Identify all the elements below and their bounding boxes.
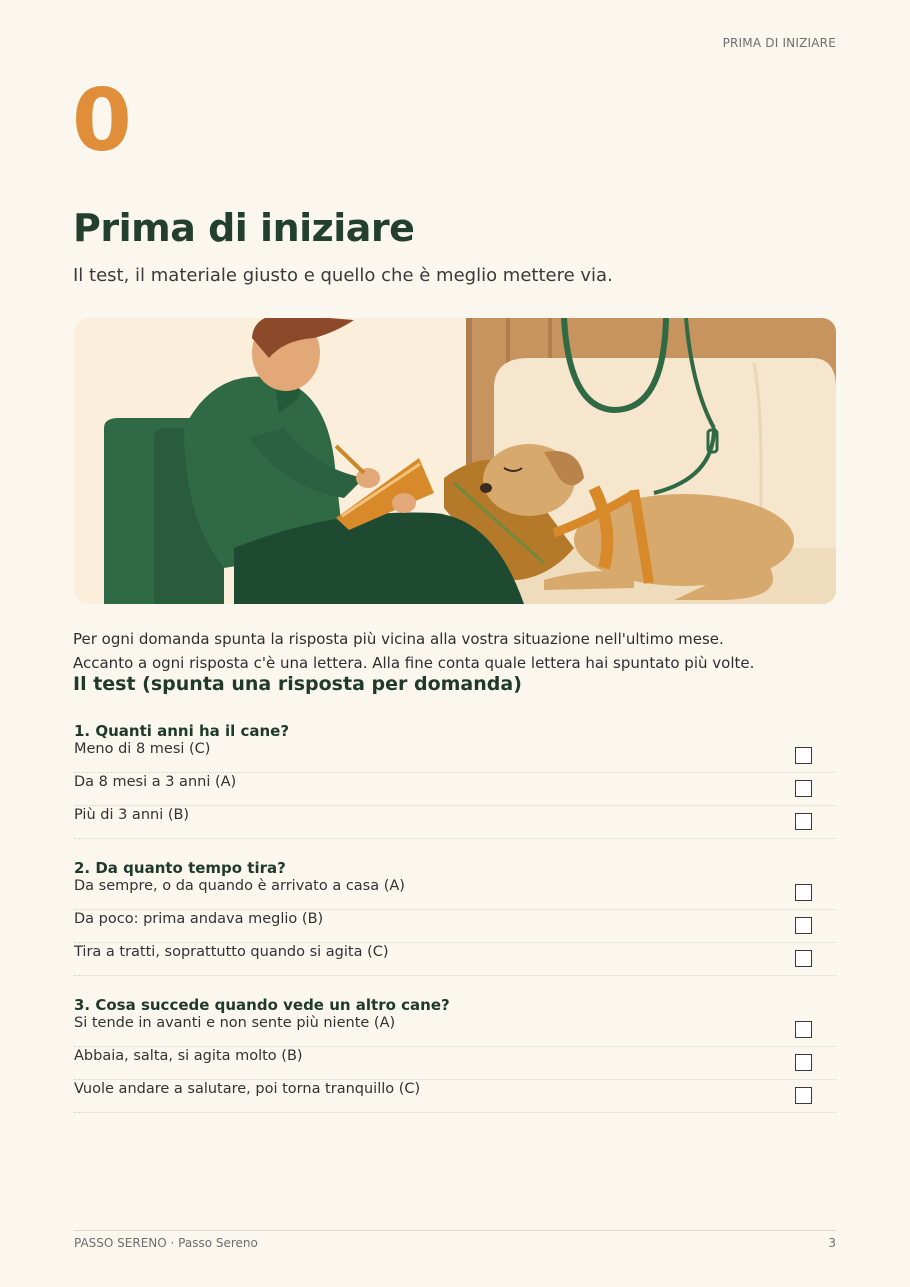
question-block [74, 996, 836, 1113]
running-head: PRIMA DI INIZIARE [722, 36, 836, 50]
intro-line-2: Accanto a ogni risposta c'è una lettera. Alla fine conta quale lettera hai spuntato più volte. [73, 654, 755, 672]
answer-text: Abbaia, salta, si agita molto (B) [74, 1048, 303, 1064]
questionnaire [74, 722, 836, 1133]
footer-divider [74, 1230, 836, 1231]
answer-option[interactable] [74, 943, 836, 976]
answer-checkbox[interactable] [795, 917, 812, 934]
answer-option[interactable] [74, 1014, 836, 1047]
answer-text: Vuole andare a salutare, poi torna tranquillo (C) [74, 1081, 421, 1097]
answer-option[interactable] [74, 740, 836, 773]
chapter-subtitle: Il test, il materiale giusto e quello che è meglio mettere via. [73, 265, 613, 286]
hero-illustration [74, 318, 836, 604]
question-block [74, 722, 836, 839]
answer-text: Da sempre, o da quando è arrivato a casa (A) [74, 878, 405, 894]
question-title: 3. Cosa succede quando vede un altro cane? [74, 996, 450, 1014]
answer-option[interactable] [74, 1047, 836, 1080]
intro-line-1: Per ogni domanda spunta la risposta più vicina alla vostra situazione nell'ultimo mese. [73, 630, 724, 648]
answer-option[interactable] [74, 773, 836, 806]
page-number: 3 [828, 1236, 836, 1250]
question-block [74, 859, 836, 976]
answer-checkbox[interactable] [795, 1054, 812, 1071]
answer-option[interactable] [74, 877, 836, 910]
answer-checkbox[interactable] [795, 950, 812, 967]
answer-checkbox[interactable] [795, 747, 812, 764]
answer-text: Tira a tratti, soprattutto quando si agita (C) [74, 944, 389, 960]
question-title: 1. Quanti anni ha il cane? [74, 722, 290, 740]
chapter-number: 0 [72, 71, 132, 171]
chapter-title: Prima di iniziare [73, 206, 415, 250]
question-title: 2. Da quanto tempo tira? [74, 859, 286, 877]
footer-running-title: PASSO SERENO · Passo Sereno [74, 1236, 258, 1250]
answer-text: Da poco: prima andava meglio (B) [74, 911, 324, 927]
answer-checkbox[interactable] [795, 813, 812, 830]
answer-checkbox[interactable] [795, 1021, 812, 1038]
answer-checkbox[interactable] [795, 1087, 812, 1104]
answer-checkbox[interactable] [795, 884, 812, 901]
intro-text [73, 627, 843, 675]
test-title: Il test (spunta una risposta per domanda) [73, 673, 522, 695]
answer-option[interactable] [74, 1080, 836, 1113]
answer-text: Più di 3 anni (B) [74, 807, 190, 823]
illustration-man-writing-dog-resting [74, 318, 836, 604]
answer-text: Da 8 mesi a 3 anni (A) [74, 774, 237, 790]
answer-text: Meno di 8 mesi (C) [74, 741, 211, 757]
answer-checkbox[interactable] [795, 780, 812, 797]
answer-text: Si tende in avanti e non sente più niente (A) [74, 1015, 396, 1031]
answer-option[interactable] [74, 806, 836, 839]
answer-option[interactable] [74, 910, 836, 943]
